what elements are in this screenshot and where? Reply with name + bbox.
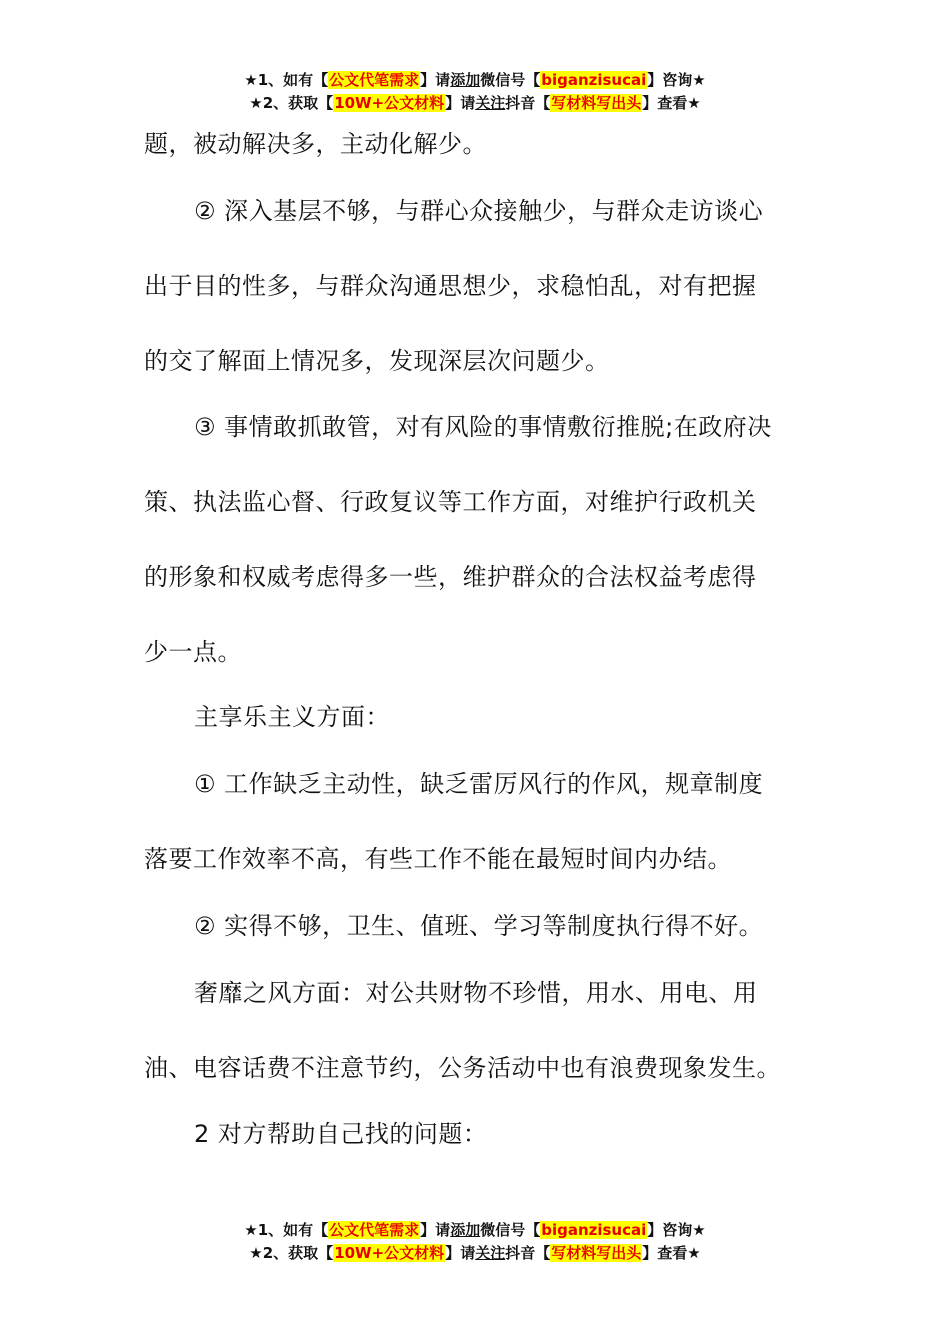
text-line: 主享乐主义方面： [194,703,390,731]
banner-text: 】请 [420,1221,451,1239]
banner-highlight-service: 公文代笔需求 [329,1221,420,1239]
text-line: 落要工作效率不高，有些工作不能在最短时间内办结。 [144,845,732,873]
paragraph-item-2-grassroots [144,174,804,399]
paragraph-item-1-initiative [144,747,804,897]
text-line: ② 深入基层不够，与群心众接触少，与群众走访谈心 [194,197,764,225]
paragraph-section-2-heading [144,1097,804,1172]
banner-text: 】咨询★ [647,1221,706,1239]
banner-line-1 [0,69,950,92]
banner-highlight-douyin: 写材料写出头 [551,94,642,112]
banner-highlight-materials: 10W+公文材料 [334,1244,445,1262]
banner-highlight-wechat: biganzisucai [541,71,647,89]
banner-text: 抖音【 [505,1244,551,1262]
text-line: 2 对方帮助自己找的问题： [194,1120,488,1148]
banner-text: 抖音【 [505,94,551,112]
banner-text: ★1、如有【 [244,1221,329,1239]
paragraph-hedonism-heading [144,680,804,755]
banner-highlight-materials: 10W+公文材料 [334,94,445,112]
text-line: 的形象和权威考虑得多一些，维护群众的合法权益考虑得 [144,563,757,591]
banner-line-2 [0,1242,950,1265]
banner-text: 】请 [445,1244,476,1262]
text-line: 题，被动解决多，主动化解少。 [144,130,487,158]
text-line: ② 实得不够，卫生、值班、学习等制度执行得不好。 [194,912,764,940]
text-line: 策、执法监心督、行政复议等工作方面，对维护行政机关 [144,488,757,516]
banner-text: ★2、获取【 [249,1244,334,1262]
text-line: ③ 事情敢抓敢管，对有风险的事情敷衍推脱;在政府决 [194,413,772,441]
text-line: 油、电容话费不注意节约，公务活动中也有浪费现象发生。 [144,1054,781,1082]
banner-text: 】咨询★ [647,71,706,89]
text-line: 奢靡之风方面：对公共财物不珍惜，用水、用电、用 [194,979,758,1007]
banner-text: 】请 [445,94,476,112]
paragraph-continuation [144,107,804,182]
banner-text: 】查看★ [642,1244,701,1262]
banner-underline: 关注 [475,1244,506,1262]
banner-text: 微信号【 [480,71,541,89]
text-line: 少一点。 [144,638,242,666]
banner-text: 】请 [420,71,451,89]
paragraph-item-2-execution [144,889,804,964]
banner-underline: 添加 [450,1221,481,1239]
footer-banner [0,1219,950,1265]
text-line: ① 工作缺乏主动性，缺乏雷厉风行的作风，规章制度 [194,770,764,798]
banner-text: 】查看★ [642,94,701,112]
banner-highlight-douyin: 写材料写出头 [551,1244,642,1262]
banner-highlight-service: 公文代笔需求 [329,71,420,89]
text-line: 出于目的性多，与群众沟通思想少，求稳怕乱，对有把握 [144,272,757,300]
banner-text: 微信号【 [480,1221,541,1239]
banner-highlight-wechat: biganzisucai [541,1221,647,1239]
banner-underline: 关注 [475,94,506,112]
text-line: 的交了解面上情况多，发现深层次问题少。 [144,347,610,375]
banner-underline: 添加 [450,71,481,89]
banner-text: ★1、如有【 [244,71,329,89]
banner-text: ★2、获取【 [249,94,334,112]
banner-line-1 [0,1219,950,1242]
paragraph-extravagance [144,956,804,1106]
paragraph-item-3-responsibility [144,390,804,690]
